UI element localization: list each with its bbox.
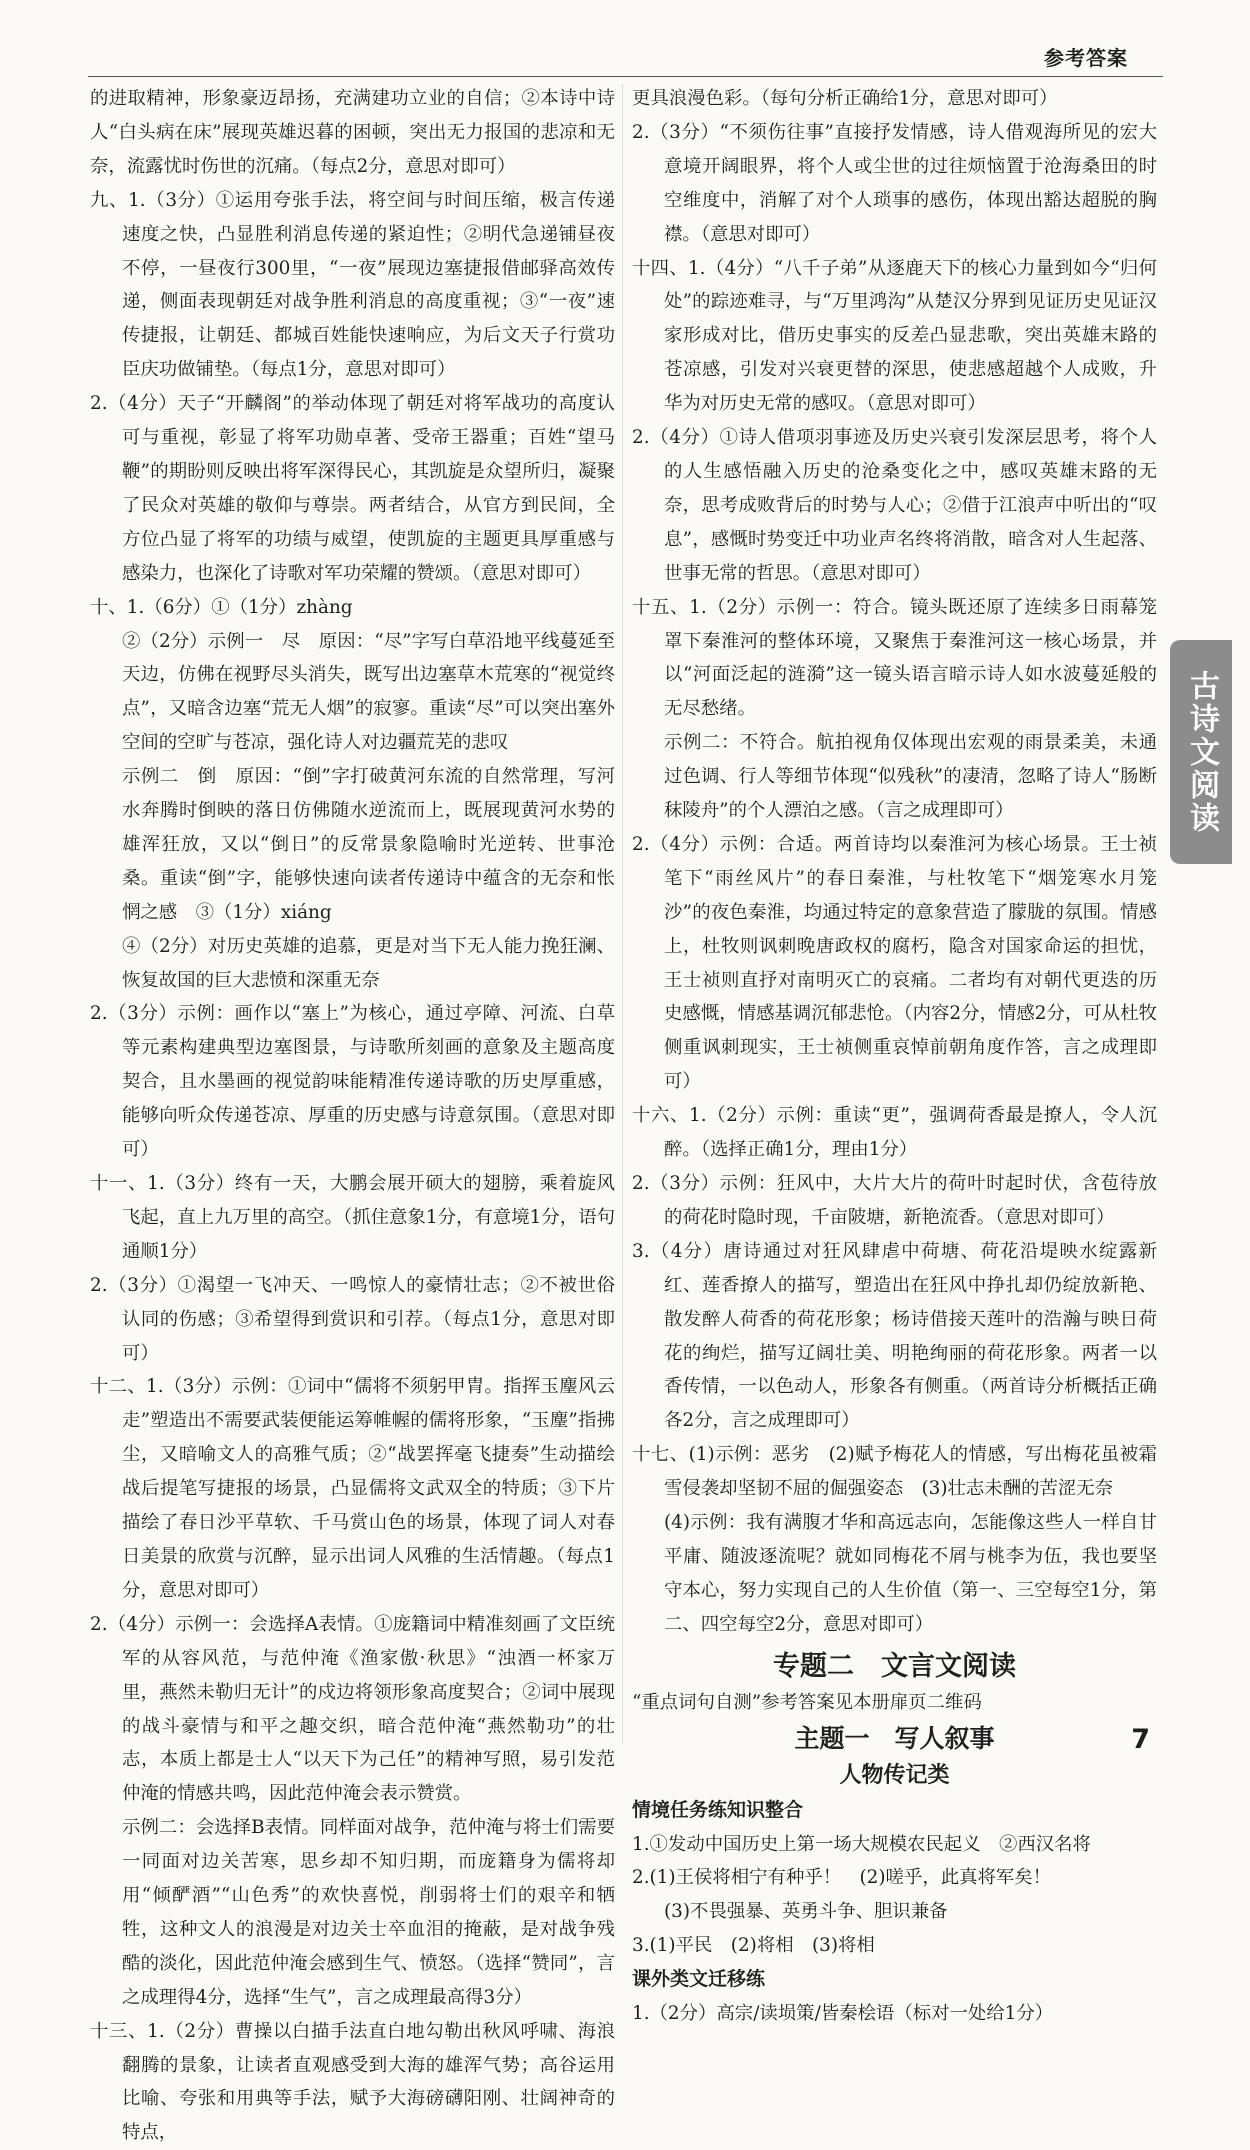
answer-paragraph: 十六、1.（2分）示例：重读“更”，强调荷香最是撩人，令人沉醉。（选择正确1分，理由1分） bbox=[632, 1105, 1157, 1161]
answer-paragraph: 十三、1.（2分）曹操以白描手法直白地勾勒出秋风呼啸、海浪翻腾的景象，让读者直观感受到大海的雄浑气势；高谷运用比喻、夸张和用典等手法，赋予大海磅礴阳刚、壮阔神奇的特点， bbox=[90, 2020, 615, 2144]
answer-paragraph: 3.（4分）唐诗通过对狂风肆虐中荷塘、荷花沿堤映水绽露新红、莲香撩人的描写，塑造出在狂风中挣扎却仍绽放新艳、散发醉人荷香的荷花形象；杨诗借接天莲叶的浩瀚与映日荷花的绚烂，描写辽阔壮美、明艳绚丽的荷花形象。两者一以香传情，一以色动人，形象各有侧重。（两首诗分析概括正确各2分，言之成理即可） bbox=[632, 1240, 1157, 1432]
answer-paragraph: 2.（3分）①渴望一飞冲天、一鸣惊人的豪情壮志；②不被世俗认同的伤感；③希望得到赏识和引荐。（每点1分，意思对即可） bbox=[90, 1274, 615, 1364]
section-heading: 课外类文迁移练 bbox=[632, 1968, 766, 1991]
answer-paragraph: ②（2分）示例一 尽 原因：“尽”字写白草沿地平线蔓延至天边，仿佛在视野尽头消失，既写出边塞草木荒寒的“视觉终点”，又暗含边塞“荒无人烟”的寂寥。重读“尽”可以突出塞外空间的空旷与苍凉，强化诗人对边疆荒芜的悲叹 bbox=[122, 630, 615, 754]
answer-paragraph: 十四、1.（4分）“八千子弟”从逐鹿天下的核心力量到如今“归何处”的踪迹难寻，与“万里鸿沟”从楚汉分界到见证历史见证汉家形成对比，借历史事实的反差凸显悲歌，突出英雄末路的苍凉感，引发对兴衰更替的深思，使悲感超越个人成败，升华为对历史无常的感叹。（意思对即可） bbox=[632, 257, 1157, 415]
answer-paragraph: 示例二：不符合。航拍视角仅体现出宏观的雨景柔美，未通过色调、行人等细节体现“似残秋”的凄清，忽略了诗人“肠断秣陵舟”的个人漂泊之感。（言之成理即可） bbox=[664, 732, 1157, 822]
answer-paragraph: 十一、1.（3分）终有一天，大鹏会展开硕大的翅膀，乘着旋风飞起，直上九万里的高空。（抓住意象1分，有意境1分，语句通顺1分） bbox=[90, 1173, 615, 1262]
column-divider bbox=[622, 84, 623, 1744]
section-heading: 情境任务练知识整合 bbox=[632, 1798, 804, 1821]
header-title: 参考答案 bbox=[1044, 46, 1128, 70]
answer-paragraph: 1.①发动中国历史上第一场大规模农民起义 ②西汉名将 bbox=[632, 1833, 1091, 1855]
left-column bbox=[90, 82, 615, 2150]
answer-paragraph: 2.（4分）示例：合适。两首诗均以秦淮河为核心场景。王士祯笔下“雨丝风片”的春日秦淮，与杜牧笔下“烟笼寒水月笼沙”的夜色秦淮，均通过特定的意象营造了朦胧的氛围。情感上，杜牧则讽刺晚唐政权的腐朽，隐含对国家命运的担忧，王士祯则直抒对南明灭亡的哀痛。二者均有对朝代更迭的历史感慨，情感基调沉郁悲怆。（内容2分，情感2分，可从杜牧侧重讽刺现实，王士祯侧重哀悼前朝角度作答，言之成理即可） bbox=[632, 833, 1157, 1093]
section-heading: 人物传记类 bbox=[839, 1762, 950, 1788]
answer-paragraph: 示例二：会选择B表情。同样面对战争，范仲淹与将士们需要一同面对边关苦寒，思乡却不知归期，而庞籍身为儒将却用“倾酽酒”“山色秀”的欢快喜悦，削弱将士们的艰辛和牺牲，这种文人的浪漫是对边关士卒血泪的掩蔽，是对战争残酷的淡化，因此范仲淹会感到生气、愤怒。（选择“赞同”，言之成理得4分，选择“生气”，言之成理最高得3分） bbox=[122, 1817, 615, 2008]
answer-paragraph: 2.（4分）天子“开麟阁”的举动体现了朝廷对将军战功的高度认可与重视，彰显了将军功勋卓著、受帝王器重；百姓“望马鞭”的期盼则反映出将军深得民心，其凯旋是众望所归，凝聚了民众对英雄的敬仰与尊崇。两者结合，从官方到民间，全方位凸显了将军的功绩与威望，使凯旋的主题更具厚重感与感染力，也深化了诗歌对军功荣耀的赞颂。（意思对即可） bbox=[90, 393, 615, 584]
answer-paragraph: 2.（3分）“不须伤往事”直接抒发情感，诗人借观海所见的宏大意境开阔眼界，将个人或尘世的过往烦恼置于沧海桑田的时空维度中，消解了对个人琐事的感伤，体现出豁达超脱的胸襟。（意思对即可） bbox=[632, 121, 1157, 245]
answer-paragraph: (4)示例：我有满腹才华和高远志向，怎能像这些人一样自甘平庸、随波逐流呢？就如同梅花不屑与桃李为伍，我也要坚守本心，努力实现自己的人生价值（第一、三空每空1分，第二、四空每空2分，意思对即可） bbox=[664, 1512, 1157, 1635]
answer-paragraph: 十七、(1)示例：恶劣 (2)赋予梅花人的情感，写出梅花虽被霜雪侵袭却坚韧不屈的倔强姿态 (3)壮志未酬的苦涩无奈 bbox=[632, 1444, 1157, 1500]
answer-paragraph: 十、1.（6分）①（1分）zhàng bbox=[90, 596, 353, 618]
section-tab bbox=[1170, 640, 1232, 864]
answer-paragraph: “重点词句自测”参考答案见本册扉页二维码 bbox=[632, 1691, 982, 1713]
answer-paragraph: 2.（3分）示例：画作以“塞上”为核心，通过亭障、河流、白草等元素构建典型边塞图景，与诗歌所刻画的意象及主题高度契合，且水墨画的视觉韵味能精准传递诗歌的历史厚重感，能够向听众传递苍凉、厚重的历史感与诗意氛围。（意思对即可） bbox=[90, 1003, 615, 1161]
answer-paragraph: 十五、1.（2分）示例一：符合。镜头既还原了连续多日雨幕笼罩下秦淮河的整体环境，又聚焦于秦淮河这一核心场景，并以“河面泛起的涟漪”这一镜头语言暗示诗人如水波蔓延般的无尽愁绪。 bbox=[632, 596, 1157, 720]
answer-paragraph: 示例二 倒 原因：“倒”字打破黄河东流的自然常理，写河水奔腾时倒映的落日仿佛随水逆流而上，既展现黄河水势的雄浑狂放，又以“倒日”的反常景象隐喻时光逆转、世事沧桑。重读“倒”字，能够快速向读者传递诗中蕴含的无奈和怅惘之感 ③（1分）xiáng bbox=[122, 766, 615, 923]
header-divider bbox=[88, 76, 1163, 77]
answer-paragraph: (3)不畏强暴、英勇斗争、胆识兼备 bbox=[664, 1901, 948, 1923]
section-heading: 专题二 文言文阅读 bbox=[773, 1650, 1016, 1682]
answer-paragraph: 2.（3分）示例：狂风中，大片大片的荷叶时起时伏，含苞待放的荷花时隐时现，千亩陂塘，新艳流香。（意思对即可） bbox=[632, 1173, 1157, 1228]
answer-paragraph: ④（2分）对历史英雄的追慕，更是对当下无人能力挽狂澜、恢复故国的巨大悲愤和深重无奈 bbox=[122, 935, 615, 991]
page-number: 7 bbox=[1131, 1724, 1150, 1755]
answer-paragraph: 九、1.（3分）①运用夸张手法，将空间与时间压缩，极言传递速度之快，凸显胜利消息传递的紧迫性；②明代急递铺昼夜不停，一昼夜行300里，“一夜”展现边塞捷报借邮驿高效传递，侧面表现朝廷对战争胜利消息的高度重视；③“一夜”速传捷报，让朝廷、都城百姓能快速响应，为后文天子行赏功臣庆功做铺垫。（每点1分，意思对即可） bbox=[90, 189, 615, 381]
right-column bbox=[632, 82, 1157, 2031]
section-heading: 主题一 写人叙事 bbox=[794, 1723, 995, 1753]
answer-paragraph: 1.（2分）高宗/读埙策/皆秦桧语（标对一处给1分） bbox=[632, 2003, 1054, 2025]
section-tab-label: 古诗文阅读 bbox=[1184, 669, 1219, 835]
answer-paragraph: 2.（4分）①诗人借项羽事迹及历史兴衰引发深层思考，将个人的人生感悟融入历史的沧桑变化之中，感叹英雄末路的无奈，思考成败背后的时势与人心；②借于江浪声中听出的“叹息”，感慨时势变迁中功业声名终将消散，暗含对人生起落、世事无常的哲思。（意思对即可） bbox=[632, 427, 1157, 584]
answer-paragraph: 2.（4分）示例一：会选择A表情。①庞籍词中精准刻画了文臣统军的从容风范，与范仲淹《渔家傲·秋思》“浊酒一杯家万里，燕然未勒归无计”的戍边将领形象高度契合；②词中展现的战斗豪情与和平之趣交织，暗合范仲淹“燕然勒功”的壮志，本质上都是士人“以天下为己任”的精神写照，易引发范仲淹的情感共鸣，因此范仲淹会表示赞赏。 bbox=[90, 1613, 615, 1805]
answer-paragraph: 十二、1.（3分）示例：①词中“儒将不须躬甲胄。指挥玉麈风云走”塑造出不需要武装便能运筹帷幄的儒将形象，“玉麈”指拂尘，又暗喻文人的高雅气质；②“战罢挥毫飞捷奏”生动描绘战后提笔写捷报的场景，凸显儒将文武双全的特质；③下片描绘了春日沙平草软、千马赏山色的场景，体现了词人对春日美景的欣赏与沉醉，显示出词人风雅的生活情趣。（每点1分，意思对即可） bbox=[90, 1376, 615, 1601]
answer-paragraph: 更具浪漫色彩。（每句分析正确给1分，意思对即可） bbox=[632, 88, 1058, 109]
answer-paragraph: 的进取精神，形象豪迈昂扬，充满建功立业的自信；②本诗中诗人“白头病在床”展现英雄迟暮的困顿，突出无力报国的悲凉和无奈，流露忧时伤世的沉痛。（每点2分，意思对即可） bbox=[90, 88, 615, 177]
answer-paragraph: 3.(1)平民 (2)将相 (3)将相 bbox=[632, 1935, 875, 1957]
answer-paragraph: 2.(1)王侯将相宁有种乎！ (2)嗟乎，此真将军矣！ bbox=[632, 1867, 1052, 1889]
